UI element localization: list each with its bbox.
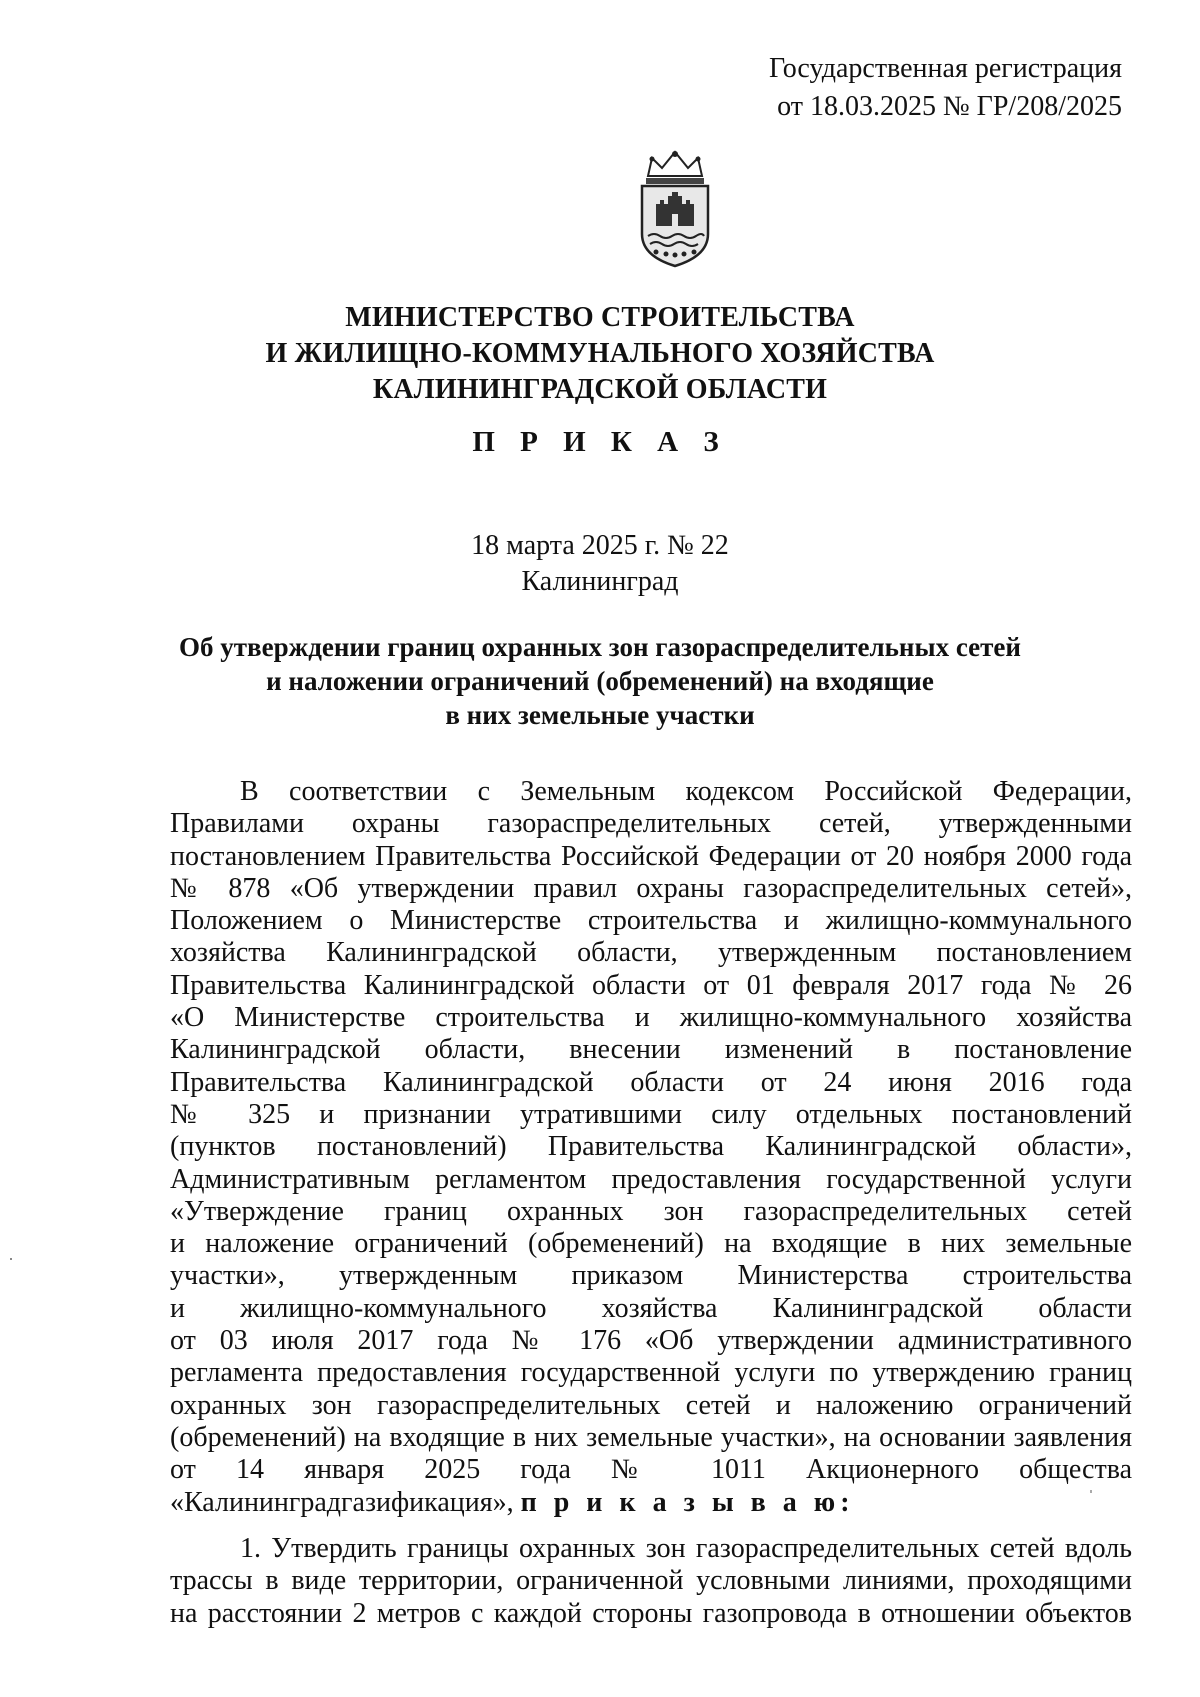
body-line: регламента предоставления государственной услуги по утверждению границ xyxy=(170,1357,1132,1389)
body-last-line-text: «Калининградгазификация», xyxy=(170,1486,514,1518)
body-line: (обременений) на входящие в них земельные участки», на основании заявления xyxy=(170,1421,1132,1453)
ministry-line-2: И ЖИЛИЩНО-КОММУНАЛЬНОГО ХОЗЯЙСТВА xyxy=(265,338,935,369)
body-line: «Утверждение границ охранных зон газораспределительных сетей xyxy=(170,1195,1132,1227)
registration-line-2: от 18.03.2025 № ГР/208/2025 xyxy=(777,91,1122,122)
subject-line-2: и наложении ограничений (обременений) на входящие xyxy=(266,666,934,696)
body-last-line xyxy=(170,1487,1132,1519)
body-line: и наложение ограничений (обременений) на входящие в них земельные xyxy=(170,1228,1132,1260)
item-line: трассы в виде территории, ограниченной условными линиями, проходящими xyxy=(170,1565,1132,1597)
body-line: Правительства Калининградской области от 24 июня 2016 года xyxy=(170,1066,1132,1098)
order-item-1 xyxy=(170,1533,1132,1630)
body-line: (пунктов постановлений) Правительства Калининградской области», xyxy=(170,1131,1132,1163)
registration-line-1: Государственная регистрация xyxy=(769,53,1122,84)
body-line: постановлением Правительства Российской Федерации от 20 ноября 2000 года xyxy=(170,840,1132,872)
order-date-number: 18 марта 2025 г. № 22 xyxy=(471,530,729,561)
order-city: Калининград xyxy=(521,566,679,597)
state-registration-stamp xyxy=(769,50,1122,126)
coat-of-arms-icon xyxy=(630,148,720,268)
ministry-line-1: МИНИСТЕРСТВО СТРОИТЕЛЬСТВА xyxy=(345,302,855,333)
body-line: Правительства Калининградской области от 01 февраля 2017 года № 26 xyxy=(170,969,1132,1001)
order-subject xyxy=(0,630,1200,732)
body-line: Калининградской области, внесении изменений в постановление xyxy=(170,1034,1132,1066)
scan-speck xyxy=(10,1258,12,1260)
scan-speck xyxy=(1090,1490,1092,1493)
body-line: Правилами охраны газораспределительных сетей, утвержденными xyxy=(170,808,1132,840)
subject-line-1: Об утверждении границ охранных зон газораспределительных сетей xyxy=(179,632,1021,662)
body-line: от 03 июля 2017 года № 176 «Об утверждении административного xyxy=(170,1325,1132,1357)
item-line: на расстоянии 2 метров с каждой стороны газопровода в отношении объектов xyxy=(170,1597,1132,1629)
body-line: и жилищно-коммунального хозяйства Калининградской области xyxy=(170,1292,1132,1324)
order-date-block xyxy=(0,528,1200,600)
body-line: Административным регламентом предоставления государственной услуги xyxy=(170,1163,1132,1195)
body-line: «О Министерстве строительства и жилищно-коммунального хозяйства xyxy=(170,1002,1132,1034)
item-line: 1. Утвердить границы охранных зон газораспределительных сетей вдоль xyxy=(240,1533,1132,1564)
body-line: № 325 и признании утратившими силу отдельных постановлений xyxy=(170,1098,1132,1130)
body-line: охранных зон газораспределительных сетей и наложению ограничений xyxy=(170,1389,1132,1421)
body-line: от 14 января 2025 года № 1011 Акционерного общества xyxy=(170,1454,1132,1486)
body-line: № 878 «Об утверждении правил охраны газораспределительных сетей», xyxy=(170,872,1132,904)
body-line: Положением о Министерстве строительства и жилищно-коммунального xyxy=(170,905,1132,937)
prikazyvayu-word: п р и к а з ы в а ю: xyxy=(520,1486,855,1518)
preamble-paragraph xyxy=(170,776,1132,1519)
ministry-line-3: КАЛИНИНГРАДСКОЙ ОБЛАСТИ xyxy=(372,374,828,405)
ministry-name xyxy=(0,300,1200,408)
order-title: П Р И К А З xyxy=(472,426,728,458)
subject-line-3: в них земельные участки xyxy=(445,700,755,730)
body-line: участки», утвержденным приказом Министерства строительства xyxy=(170,1260,1132,1292)
body-line: хозяйства Калининградской области, утвержденным постановлением xyxy=(170,937,1132,969)
body-line: В соответствии с Земельным кодексом Российской Федерации, xyxy=(240,776,1132,807)
